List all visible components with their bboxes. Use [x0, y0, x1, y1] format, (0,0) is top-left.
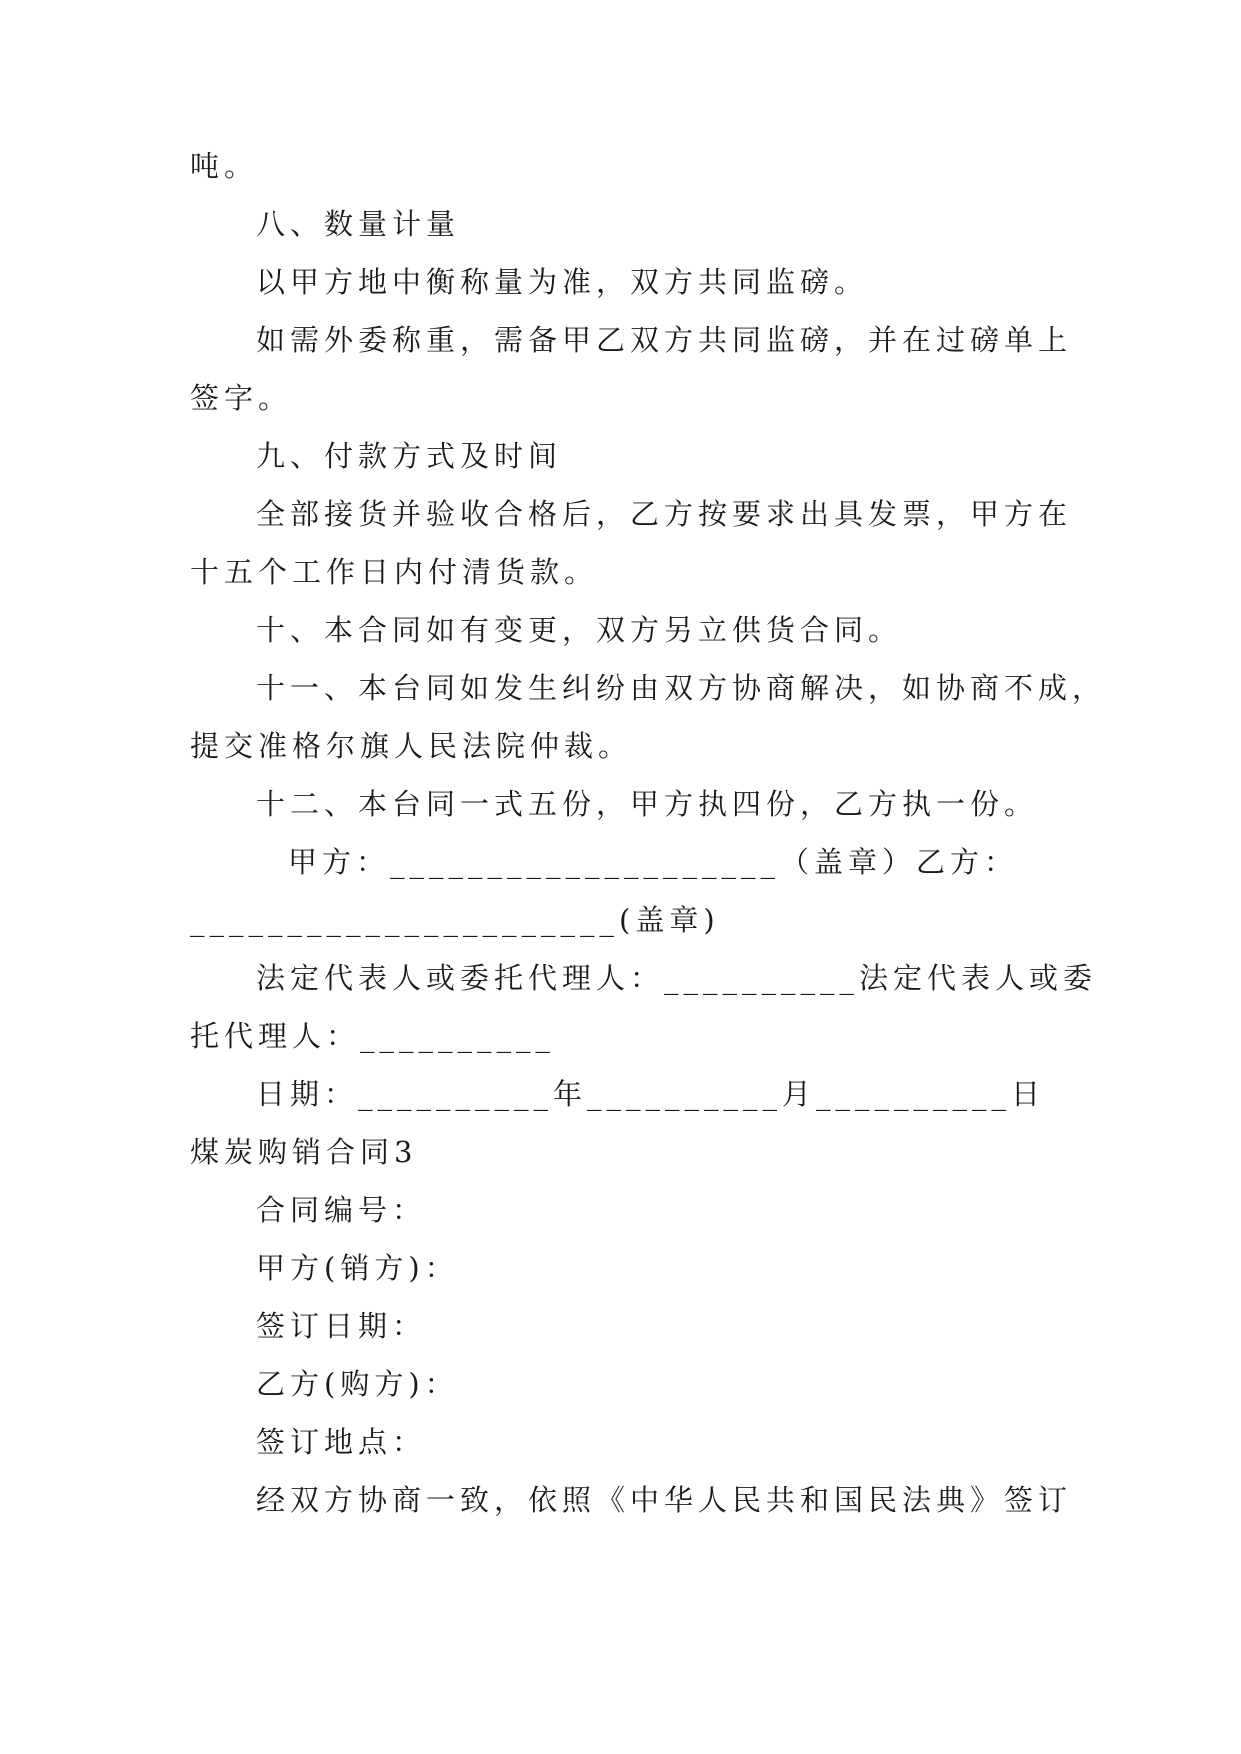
text-line: 十一、本台同如发生纠纷由双方协商解决，如协商不成， — [256, 671, 1107, 705]
party-a-label: 甲方(销方)： — [256, 1251, 459, 1285]
text-line: 全部接货并验收合格后，乙方按要求出具发票，甲方在 — [256, 497, 1073, 531]
text-line: 签字。 — [190, 381, 293, 415]
text-line: 十二、本台同一式五份，甲方执四份，乙方执一份。 — [256, 787, 1039, 821]
text-line: 提交准格尔旗人民法院仲裁。 — [190, 729, 633, 763]
text-line: 经双方协商一致，依照《中华人民共和国民法典》签订 — [256, 1483, 1073, 1517]
contract-title: 煤炭购销合同3 — [190, 1135, 418, 1169]
sign-place-label: 签订地点： — [256, 1425, 427, 1459]
contract-number-label: 合同编号： — [256, 1193, 427, 1227]
section-heading: 九、付款方式及时间 — [256, 439, 563, 473]
text-line: 以甲方地中衡称量为准，双方共同监磅。 — [256, 265, 869, 299]
section-heading: 八、数量计量 — [256, 207, 461, 241]
signature-line-seal: ______________________(盖章) — [190, 903, 720, 937]
text-line: 十五个工作日内付清货款。 — [190, 555, 599, 589]
representative-line: 托代理人：__________ — [190, 1019, 556, 1053]
signature-line-parties: 甲方：____________________（盖章）乙方： — [288, 845, 1019, 879]
sign-date-label: 签订日期： — [256, 1309, 427, 1343]
party-b-label: 乙方(购方)： — [256, 1367, 459, 1401]
text-line: 吨。 — [190, 149, 259, 183]
text-line: 如需外委称重，需备甲乙双方共同监磅，并在过磅单上 — [256, 323, 1073, 357]
representative-line: 法定代表人或委托代理人：__________法定代表人或委 — [256, 961, 1098, 995]
date-line: 日期：__________年__________月__________日 — [256, 1077, 1046, 1111]
text-line: 十、本合同如有变更，双方另立供货合同。 — [256, 613, 903, 647]
